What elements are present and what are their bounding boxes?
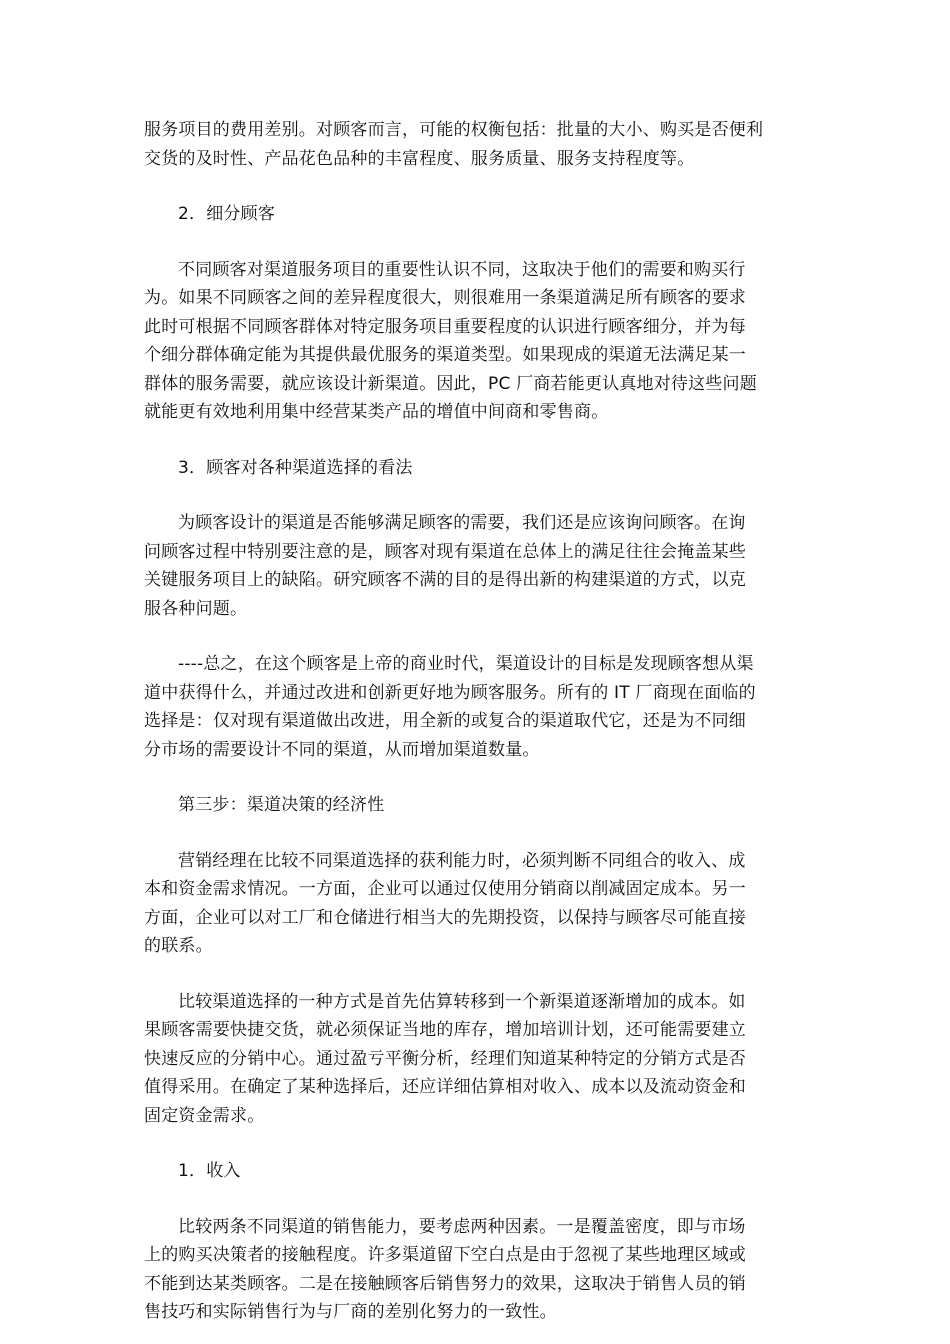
text-line: 此时可根据不同顾客群体对特定服务项目重要程度的认识进行顾客细分，并为每 bbox=[144, 316, 746, 337]
text-line: 选择是：仅对现有渠道做出改进，用全新的或复合的渠道取代它，还是为不同细 bbox=[144, 711, 746, 731]
text-line: 不同顾客对渠道服务项目的重要性认识不同，这取决于他们的需要和购买行 bbox=[178, 259, 746, 280]
text-line: 交货的及时性、产品花色品种的丰富程度、服务质量、服务支持程度等。 bbox=[144, 148, 695, 169]
text-line: 方面，企业可以对工厂和仓储进行相当大的先期投资，以保持与顾客尽可能直接 bbox=[144, 907, 746, 928]
paragraph-gap bbox=[144, 623, 812, 650]
text-line: 道中获得什么，并通过改进和创新更好地为顾客服务。所有的 IT 厂商现在面临的 bbox=[144, 682, 756, 703]
paragraph-gap bbox=[144, 820, 812, 847]
text-line: 2．细分顾客 bbox=[178, 204, 276, 224]
paragraph-gap bbox=[144, 427, 812, 454]
text-line: 上的购买决策者的接触程度。许多渠道留下空白点是由于忽视了某些地理区域或 bbox=[144, 1245, 746, 1265]
text-line: 固定资金需求。 bbox=[144, 1105, 265, 1126]
paragraph-gap bbox=[144, 482, 812, 509]
text-line: 个细分群体确定能为其提供最优服务的渠道类型。如果现成的渠道无法满足某一 bbox=[144, 345, 746, 365]
text-line: 为顾客设计的渠道是否能够满足顾客的需要，我们还是应该询问顾客。在询 bbox=[178, 513, 746, 533]
text-line: 售技巧和实际销售行为与厂商的差别化努力的一致性。 bbox=[144, 1302, 557, 1322]
text-line: 就能更有效地利用集中经营某类产品的增值中间商和零售商。 bbox=[144, 402, 609, 422]
paragraph-gap bbox=[144, 1186, 812, 1213]
text-line: 营销经理在比较不同渠道选择的获利能力时，必须判断不同组合的收入、成 bbox=[178, 850, 746, 871]
text-line: 快速反应的分销中心。通过盈亏平衡分析，经理们知道某种特定的分销方式是否 bbox=[144, 1048, 746, 1069]
text-line: 的联系。 bbox=[144, 936, 213, 956]
paragraph-gap bbox=[144, 229, 812, 256]
paragraph-gap bbox=[144, 173, 812, 200]
text-line: 问顾客过程中特别要注意的是，顾客对现有渠道在总体上的满足往往会掩盖某些 bbox=[144, 541, 746, 562]
paragraph-gap bbox=[144, 1130, 812, 1157]
text-line: ----总之，在这个顾客是上帝的商业时代，渠道设计的目标是发现顾客想从渠 bbox=[178, 654, 754, 674]
text-line: 群体的服务需要，就应该设计新渠道。因此，PC 厂商若能更认真地对待这些问题 bbox=[144, 373, 757, 394]
text-line: 比较两条不同渠道的销售能力，要考虑两种因素。一是覆盖密度，即与市场 bbox=[178, 1216, 746, 1237]
paragraph-gap bbox=[144, 961, 812, 988]
text-line: 为。如果不同顾客之间的差异程度很大，则很难用一条渠道满足所有顾客的要求 bbox=[144, 288, 746, 308]
text-line: 关键服务项目上的缺陷。研究顾客不满的目的是得出新的构建渠道的方式，以克 bbox=[144, 570, 746, 590]
text-line: 果顾客需要快捷交货，就必须保证当地的库存，增加培训计划，还可能需要建立 bbox=[144, 1020, 746, 1040]
text-line: 第三步：渠道决策的经济性 bbox=[178, 795, 385, 815]
text-line: 服各种问题。 bbox=[144, 598, 248, 619]
text-line: 分市场的需要设计不同的渠道，从而增加渠道数量。 bbox=[144, 739, 540, 760]
text-line: 3．顾客对各种渠道选择的看法 bbox=[178, 457, 413, 478]
text-line: 值得采用。在确定了某种选择后，还应详细估算相对收入、成本以及流动资金和 bbox=[144, 1077, 746, 1097]
document-body bbox=[144, 116, 812, 1327]
text-line: 1．收入 bbox=[178, 1161, 241, 1181]
paragraph-gap bbox=[144, 764, 812, 791]
text-line: 服务项目的费用差别。对顾客而言，可能的权衡包括：批量的大小、购买是否便利 bbox=[144, 120, 764, 140]
text-line: 本和资金需求情况。一方面，企业可以通过仅使用分销商以削减固定成本。另一 bbox=[144, 879, 746, 899]
text-line: 不能到达某类顾客。二是在接触顾客后销售努力的效果，这取决于销售人员的销 bbox=[144, 1273, 746, 1294]
text-line: 比较渠道选择的一种方式是首先估算转移到一个新渠道逐渐增加的成本。如 bbox=[178, 991, 746, 1012]
